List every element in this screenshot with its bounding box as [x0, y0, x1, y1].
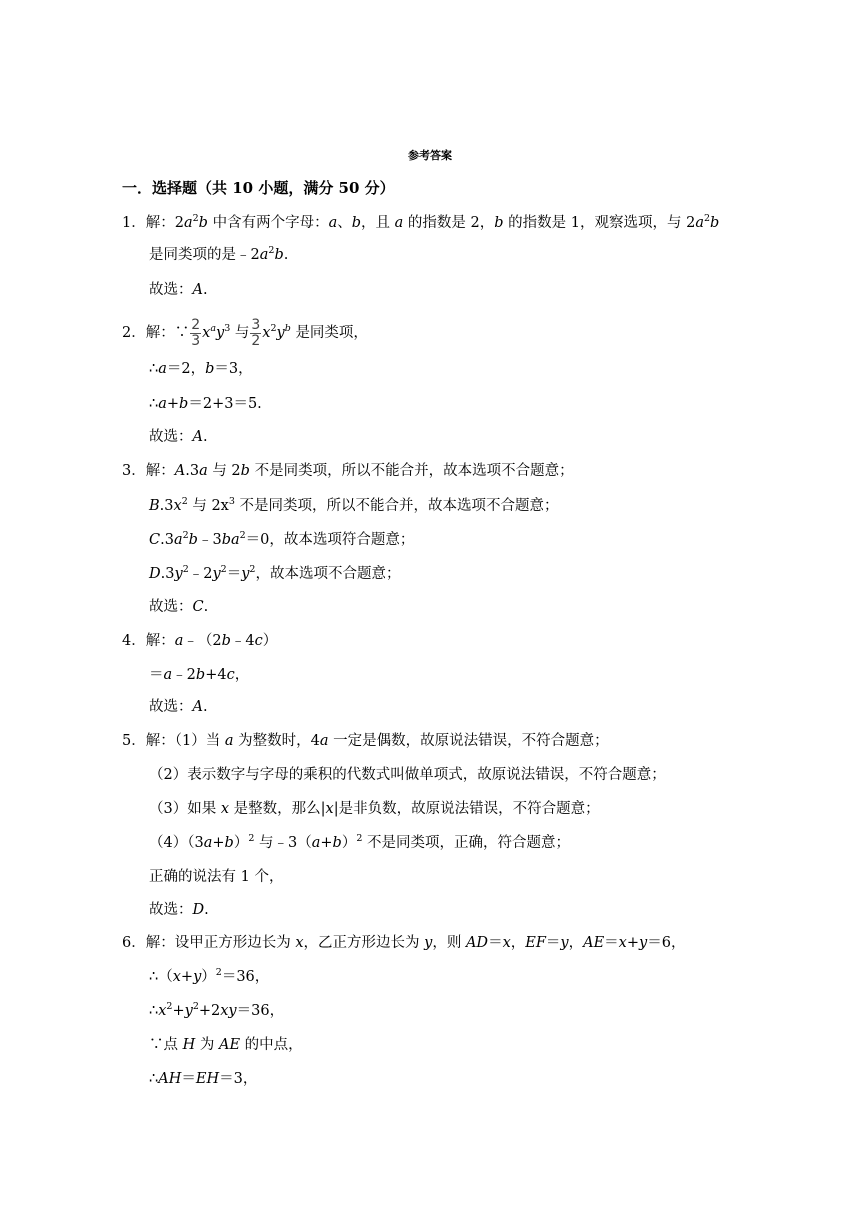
- q3-line-a: 3．解：A.3a 与 2b 不是同类项，所以不能合并，故本选项不合题意；: [122, 463, 574, 479]
- q2-line-3: ∴a+b＝2+3＝5.: [149, 396, 262, 412]
- q2-answer: 故选：A.: [149, 429, 208, 445]
- q6-line-1: 6．解：设甲正方形边长为 x，乙正方形边长为 y，则 AD＝x，EF＝y，AE＝x+y＝6，: [122, 935, 686, 951]
- q2-line-2: ∴a＝2，b＝3，: [149, 361, 253, 377]
- q6-line-4: ∵点 H 为 AE 的中点，: [149, 1037, 303, 1053]
- q3-line-d: $D.3y^2﹣2y^2=y^2$，故本选项不合题意；: [149, 564, 401, 582]
- q1-line-1: 1．解：$2a^2b$ 中含有两个字母：a、b，且 a 的指数是 2，b 的指数是 1，观察选项，与 $2a^2b$: [122, 213, 720, 231]
- fraction-three-halves: $\frac{3}{2}$: [251, 316, 261, 349]
- q5-line-4: $(4)(3a+b)^2$ 与$﹣3(a+b)^2$ 不是同类项，正确，符合题意；: [149, 833, 570, 851]
- q4-line-1: 4．解：a﹣（2b﹣4c）: [122, 633, 278, 649]
- q3-answer: 故选：C.: [149, 599, 209, 615]
- q6-line-2: $\therefore(x+y)^2=36$，: [149, 967, 270, 985]
- q5-line-3: （3）如果 x 是整数，那么|x|是非负数，故原说法错误，不符合题意；: [149, 801, 600, 817]
- q3-line-c: $C.3a^2b﹣3ba^2=0$，故本选项符合题意；: [149, 530, 415, 548]
- page-title: 参考答案: [408, 149, 452, 162]
- q6-line-3: $\therefore x^2+y^2+2xy=36$，: [149, 1001, 285, 1019]
- q6-line-5: ∴AH＝EH＝3，: [149, 1071, 258, 1087]
- q5-line-2: （2）表示数字与字母的乘积的代数式叫做单项式，故原说法错误，不符合题意；: [149, 767, 666, 783]
- q1-line-2: 是同类项的是$﹣2a^2b$.: [149, 245, 289, 263]
- q4-line-2: ＝a﹣2b+4c，: [149, 667, 250, 683]
- q3-line-b: $B.3x^2$ 与 $2x^3$ 不是同类项，所以不能合并，故本选项不合题意；: [149, 496, 559, 514]
- q5-line-1: 5．解：（1）当 a 为整数时，4a 一定是偶数，故原说法错误，不符合题意；: [122, 733, 609, 749]
- fraction-two-thirds: $\frac{2}{3}$: [191, 316, 201, 349]
- q4-answer: 故选：A.: [149, 699, 208, 715]
- q5-line-5: 正确的说法有 1 个，: [149, 869, 284, 885]
- section-heading: 一．选择题（共 10 小题，满分 50 分）: [122, 179, 395, 197]
- q2-line-1: 2．解：∵ $\frac{2}{3}$ $x^ay^3$ 与 $\frac{3}{2}$ $x^2y^b$ 是同类项，: [122, 316, 368, 349]
- q1-answer: 故选：A.: [149, 282, 208, 298]
- q5-answer: 故选：D.: [149, 902, 209, 918]
